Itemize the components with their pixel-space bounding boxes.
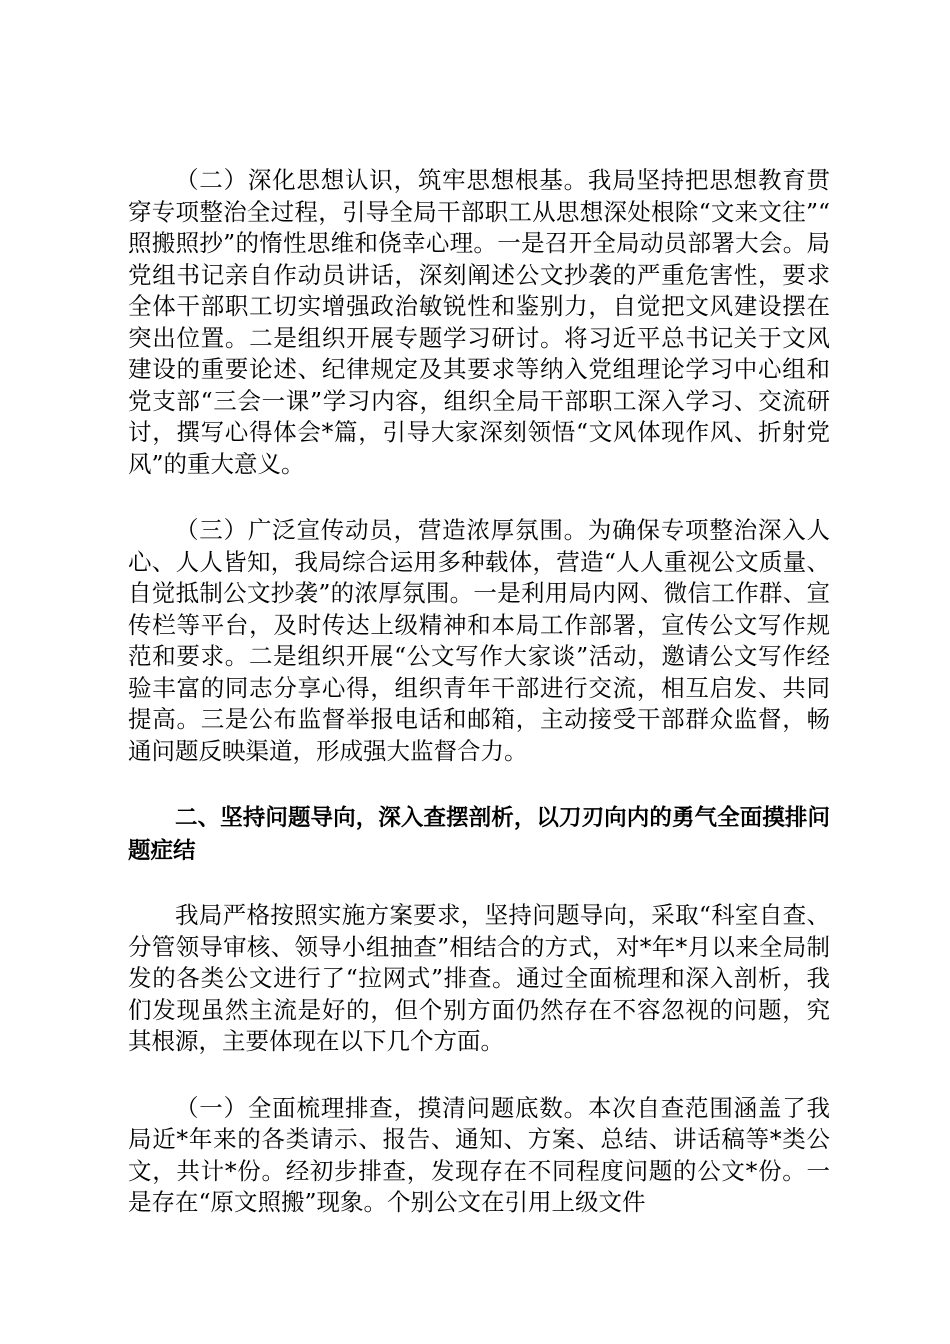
paragraph-comprehensive-review: （一）全面梳理排查，摸清问题底数。本次自查范围涵盖了我局近*年来的各类请示、报告、通知、方案、总结、讲话稿等*类公文，共计*份。经初步排查，发现存在不同程度问题的公文*份。一是存在“原文照搬”现象。个别公文在引用上级文件 [128,1093,830,1216]
paragraph-thought-education: （二）深化思想认识，筑牢思想根基。我局坚持把思想教育贯穿专项整治全过程，引导全局干部职工从思想深处根除“文来文往”“照搬照抄”的惰性思维和侥幸心理。一是召开全局动员部署大会。局党组书记亲自作动员讲话，深刻阐述公文抄袭的严重危害性，要求全体干部职工切实增强政治敏锐性和鉴别力，自觉把文风建设摆在突出位置。二是组织开展专题学习研讨。将习近平总书记关于文风建设的重要论述、纪律规定及其要求等纳入党组理论学习中心组和党支部“三会一课”学习内容，组织全局干部职工深入学习、交流研讨，撰写心得体会*篇，引导大家深刻领悟“文风体现作风、折射党风”的重大意义。 [128,166,830,478]
paragraph-publicity-mobilization: （三）广泛宣传动员，营造浓厚氛围。为确保专项整治深入人心、人人皆知，我局综合运用多种载体，营造“人人重视公文质量、自觉抵制公文抄袭”的浓厚氛围。一是利用局内网、微信工作群、宣传栏等平台，及时传达上级精神和本局工作部署，宣传公文写作规范和要求。二是组织开展“公文写作大家谈”活动，邀请公文写作经验丰富的同志分享心得，组织青年干部进行交流，相互启发、共同提高。三是公布监督举报电话和邮箱，主动接受干部群众监督，畅通问题反映渠道，形成强大监督合力。 [128,516,830,765]
section-heading-problem-orientation: 二、坚持问题导向，深入查摆剖析，以刀刃向内的勇气全面摸排问题症结 [128,805,830,864]
document-body [128,165,830,1219]
paragraph-inspection-approach: 我局严格按照实施方案要求，坚持问题导向，采取“科室自查、分管领导审核、领导小组抽查”相结合的方式，对*年*月以来全局制发的各类公文进行了“拉网式”排查。通过全面梳理和深入剖析，我们发现虽然主流是好的，但个别方面仍然存在不容忽视的问题，究其根源，主要体现在以下几个方面。 [128,901,830,1055]
